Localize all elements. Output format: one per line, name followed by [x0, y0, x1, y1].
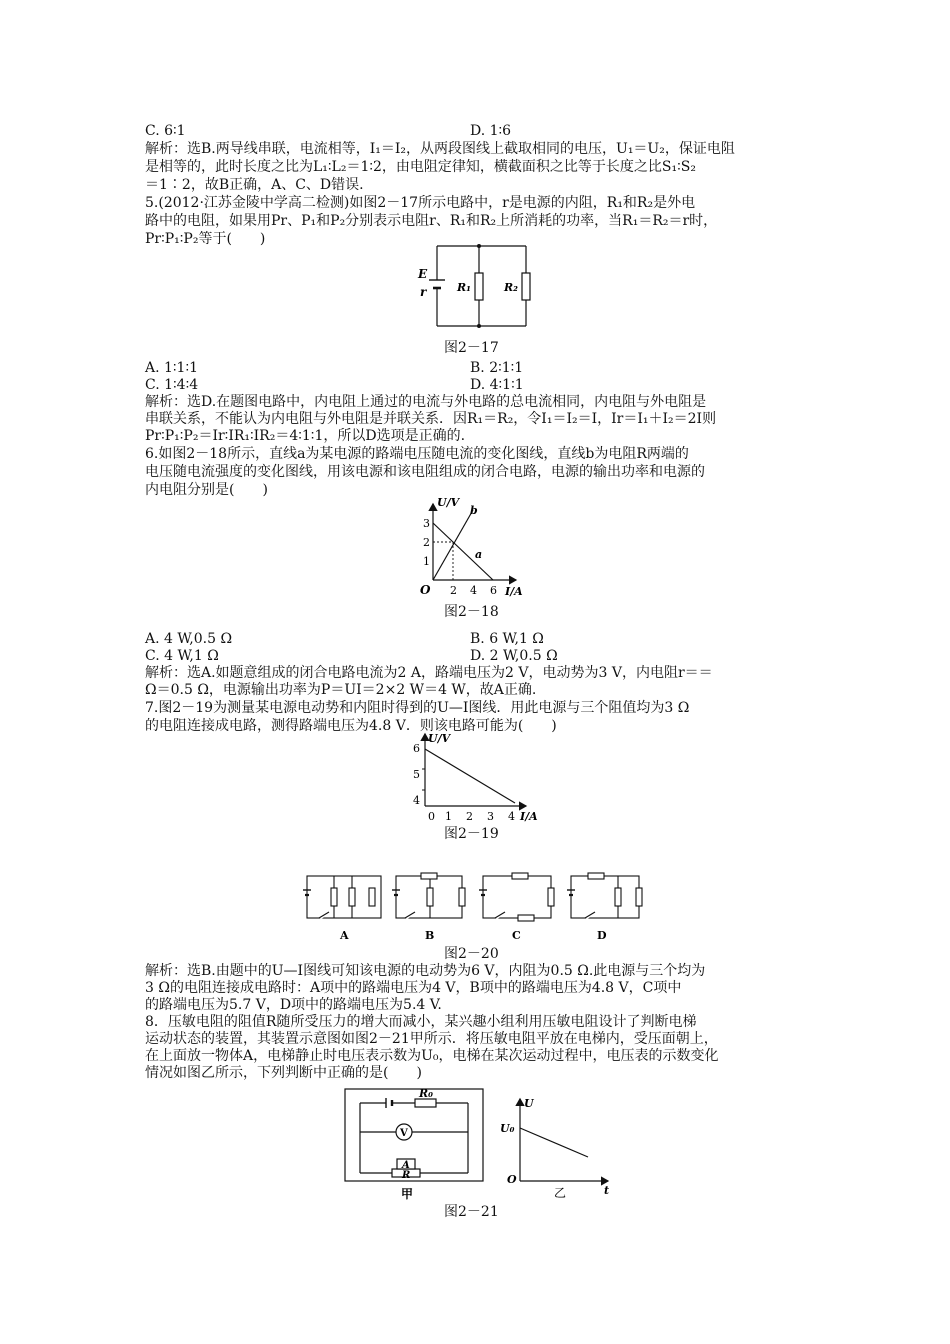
q5-stem-line-3: Pr∶P₁∶P₂等于( ) — [145, 231, 266, 247]
circuit-label-b: B — [425, 929, 435, 942]
y-tick-6: 6 — [413, 742, 420, 755]
x-tick-2: 2 — [450, 584, 457, 597]
x-axis-label: I/A — [520, 810, 538, 822]
line-b-label: b — [470, 504, 478, 517]
y-tick-4: 4 — [413, 794, 420, 807]
q5-analysis-line-2: 串联关系，不能认为内电阻与外电阻是并联关系．因R₁＝R₂，令I₁＝I₂＝I，Ir＝I₁＋I₂＝2I则 — [145, 411, 717, 427]
u-t-line — [520, 1128, 588, 1157]
figure-2-17-circuit — [415, 238, 545, 334]
q5-option-d: D. 4∶1∶1 — [470, 377, 524, 393]
circuit-d — [567, 873, 642, 918]
figure-2-20-caption: 图2－20 — [444, 946, 499, 962]
label-r0: R₀ — [419, 1087, 433, 1100]
q6-option-a: A. 4 W,0.5 Ω — [145, 631, 233, 647]
x-tick-1: 1 — [445, 810, 452, 822]
q5-analysis-line-3: Pr∶P₁∶P₂＝Ir∶IR₁∶IR₂＝4∶1∶1，所以D选项是正确的. — [145, 428, 466, 444]
figure-2-21-yi-graph — [498, 1093, 618, 1205]
figure-2-21-jia-device — [340, 1085, 490, 1203]
circuit-a — [303, 876, 381, 918]
figure-2-18-graph — [418, 492, 530, 600]
q8-stem-line-1: 8．压敏电阻的阻值R随所受压力的增大而减小，某兴趣小组利用压敏电阻设计了判断电梯 — [145, 1014, 697, 1030]
figure-2-17-caption: 图2－17 — [444, 340, 499, 356]
q5-stem-line-1: 5.(2012·江苏金陵中学高二检测)如图2－17所示电路中，r是电源的内阻，R₁和R₂是外电 — [145, 195, 696, 211]
q6-option-d: D. 2 W,0.5 Ω — [470, 648, 558, 664]
y-axis-label: U — [524, 1097, 534, 1110]
q6-stem-line-1: 6.如图2－18所示，直线a为某电源的路端电压随电流的变化图线，直线b为电阻R两端的 — [145, 446, 689, 462]
q5-option-a: A. 1∶1∶1 — [145, 360, 199, 376]
q7-analysis-line-3: 的路端电压为5.7 V，D项中的路端电压为5.4 V. — [145, 997, 442, 1013]
figure-2-21-caption: 图2－21 — [444, 1204, 499, 1220]
y-axis-label: U/V — [428, 732, 451, 745]
q4-analysis-line-2: 是相等的，此时长度之比为L₁∶L₂＝1∶2，由电阻定律知，横截面积之比等于长度之比S₁∶S₂ — [145, 159, 696, 175]
q6-analysis-line-1: 解析：选A.如题意组成的闭合电路电流为2 A，路端电压为2 V，电动势为3 V，内电阻r＝＝ — [145, 665, 713, 681]
object-a-label: A — [402, 1160, 410, 1171]
line-a-label: a — [475, 548, 483, 561]
y-tick-2: 2 — [423, 536, 430, 549]
label-e: E — [418, 267, 428, 281]
figure-2-19-graph — [400, 728, 548, 822]
figure-2-20-circuits — [300, 866, 650, 944]
line-a — [433, 523, 493, 580]
y-axis-label: U/V — [437, 496, 460, 509]
x-axis-label: t — [604, 1184, 610, 1197]
circuit-label-d: D — [597, 929, 607, 942]
x-tick-0: 0 — [428, 810, 435, 822]
y-tick-3: 3 — [423, 517, 430, 530]
circuit-label-a: A — [340, 929, 349, 942]
q4-option-c: C. 6∶1 — [145, 123, 186, 139]
q4-analysis-line-1: 解析：选B.两导线串联，电流相等，I₁＝I₂，从两段图线上截取相同的电压，U₁＝U₂，保证电阻 — [145, 141, 735, 157]
q5-analysis-line-1: 解析：选D.在题图电路中，内电阻上通过的电流与外电路的总电流相同，内电阻与外电阻是 — [145, 394, 707, 410]
q6-stem-line-2: 电压随电流强度的变化图线，用该电源和该电阻组成的闭合电路，电源的输出功率和电源的 — [145, 464, 705, 480]
y-tick-1: 1 — [423, 555, 430, 568]
circuit-c — [479, 873, 554, 921]
label-r1: R₁ — [457, 281, 471, 294]
u-i-line — [425, 749, 515, 803]
x-tick-4: 4 — [508, 810, 515, 822]
y-tick-5: 5 — [413, 768, 420, 781]
q7-analysis-line-1: 解析：选B.由题中的U—I图线可知该电源的电动势为6 V，内阻为0.5 Ω.此电源与三个均为 — [145, 963, 706, 979]
x-tick-4: 4 — [470, 584, 477, 597]
origin-label: O — [507, 1173, 517, 1186]
label-yi: 乙 — [554, 1186, 567, 1200]
label-jia: 甲 — [401, 1187, 414, 1201]
circuit-b — [392, 873, 465, 918]
q4-option-d: D. 1∶6 — [470, 123, 512, 139]
label-r: r — [420, 285, 427, 299]
q5-option-c: C. 1∶4∶4 — [145, 377, 199, 393]
u0-label: U₀ — [500, 1122, 515, 1135]
origin-label: O — [420, 583, 431, 597]
q4-analysis-line-3: ＝1∶2，故B正确，A、C、D错误. — [145, 177, 364, 193]
q6-stem-line-3: 内电阻分别是( ) — [145, 482, 268, 498]
circuit-label-c: C — [512, 929, 521, 942]
q7-stem-line-1: 7.图2－19为测量某电源电动势和内阻时得到的U—I图线．用此电源与三个阻值均为3 Ω — [145, 700, 690, 716]
x-tick-2: 2 — [466, 810, 473, 822]
figure-2-19-caption: 图2－19 — [444, 826, 499, 842]
voltmeter-label: V — [400, 1128, 408, 1139]
q6-analysis-line-2: Ω＝0.5 Ω，电源输出功率为P＝UI＝2×2 W＝4 W，故A正确. — [145, 682, 537, 698]
q8-stem-line-2: 运动状态的装置，其装置示意图如图2－21甲所示．将压敏电阻平放在电梯内，受压面朝上， — [145, 1031, 718, 1047]
q7-analysis-line-2: 3 Ω的电阻连接成电路时：A项中的路端电压为4 V，B项中的路端电压为4.8 V，C项中 — [145, 980, 682, 996]
line-b — [433, 510, 473, 580]
resistor-r-label: R — [402, 1170, 411, 1181]
x-tick-3: 3 — [487, 810, 494, 822]
q7-stem-line-2: 的电阻连接成电路，测得路端电压为4.8 V．则该电路可能为( ) — [145, 718, 557, 734]
q6-option-c: C. 4 W,1 Ω — [145, 648, 219, 664]
q6-option-b: B. 6 W,1 Ω — [470, 631, 544, 647]
q8-stem-line-3: 在上面放一物体A，电梯静止时电压表示数为U₀，电梯在某次运动过程中，电压表的示数变化 — [145, 1048, 719, 1064]
label-r2: R₂ — [504, 281, 518, 294]
figure-2-18-caption: 图2－18 — [444, 604, 499, 620]
x-tick-6: 6 — [490, 584, 497, 597]
q8-stem-line-4: 情况如图乙所示，下列判断中正确的是( ) — [145, 1065, 422, 1081]
q5-option-b: B. 2∶1∶1 — [470, 360, 524, 376]
x-axis-label: I/A — [505, 585, 523, 598]
q5-stem-line-2: 路中的电阻，如果用Pr、P₁和P₂分别表示电阻r、R₁和R₂上所消耗的功率，当R₁＝R₂＝r时， — [145, 213, 718, 229]
